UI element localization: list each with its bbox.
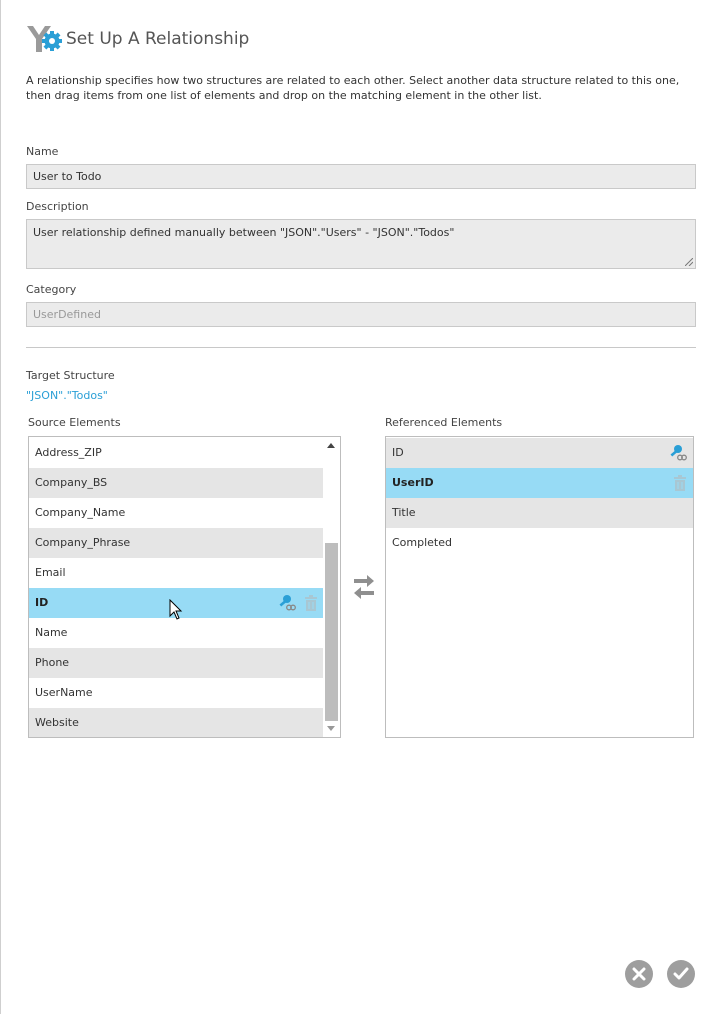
page-title: Set Up A Relationship [66, 29, 250, 49]
dialog-header [25, 22, 249, 56]
mouse-cursor-icon [169, 599, 183, 621]
key-link-icon[interactable] [667, 444, 687, 462]
description-field[interactable] [26, 219, 696, 269]
scroll-down-icon[interactable] [327, 726, 335, 731]
trash-icon[interactable] [673, 475, 687, 491]
list-item[interactable]: Email [35, 566, 66, 579]
list-item[interactable]: Title [386, 498, 693, 528]
list-item[interactable] [386, 438, 693, 468]
referenced-elements-list[interactable] [385, 436, 694, 738]
category-label: Category [26, 283, 77, 296]
scroll-up-icon[interactable] [327, 443, 335, 448]
description-field-text: User relationship defined manually between "JSON"."Users" - "JSON"."Todos" [33, 226, 455, 239]
checkmark-icon [673, 967, 689, 981]
list-item[interactable]: UserName [35, 686, 93, 699]
close-icon [632, 967, 646, 981]
list-item-label: ID [392, 446, 404, 459]
scroll-thumb[interactable] [325, 543, 338, 721]
source-elements-label: Source Elements [28, 416, 121, 429]
list-item[interactable]: Address_ZIP [35, 446, 102, 459]
confirm-button[interactable] [667, 960, 695, 988]
resize-handle-icon[interactable] [685, 258, 693, 266]
scrollbar[interactable] [323, 437, 340, 737]
relationship-gear-icon [25, 22, 65, 56]
name-field[interactable]: User to Todo [26, 164, 696, 189]
trash-icon[interactable] [304, 595, 318, 611]
target-structure-link[interactable]: "JSON"."Todos" [26, 389, 108, 402]
name-label: Name [26, 145, 59, 158]
divider [26, 347, 696, 348]
source-elements-list[interactable] [28, 436, 341, 738]
referenced-elements-label: Referenced Elements [385, 416, 503, 429]
list-item[interactable]: Company_BS [29, 468, 324, 498]
list-item[interactable]: Company_Name [35, 506, 126, 519]
list-item[interactable]: Phone [29, 648, 324, 678]
list-item-label: UserID [392, 476, 434, 489]
list-item-label: ID [35, 596, 49, 609]
intro-description: A relationship specifies how two structures are related to each other. Select another data structure related to this one, then drag items from one list of elements and drop on the matching element in the other list. [26, 74, 680, 102]
cancel-button[interactable] [625, 960, 653, 988]
category-field: UserDefined [26, 302, 696, 327]
list-item-selected[interactable] [386, 468, 693, 498]
swap-arrows-icon[interactable] [353, 574, 375, 600]
list-item[interactable]: Company_Phrase [29, 528, 324, 558]
list-item[interactable]: Completed [392, 536, 452, 549]
list-item[interactable]: Website [29, 708, 324, 738]
key-link-icon[interactable] [276, 594, 296, 612]
description-label: Description [26, 200, 89, 213]
target-structure-label: Target Structure [26, 369, 115, 382]
list-item[interactable]: Name [35, 626, 68, 639]
